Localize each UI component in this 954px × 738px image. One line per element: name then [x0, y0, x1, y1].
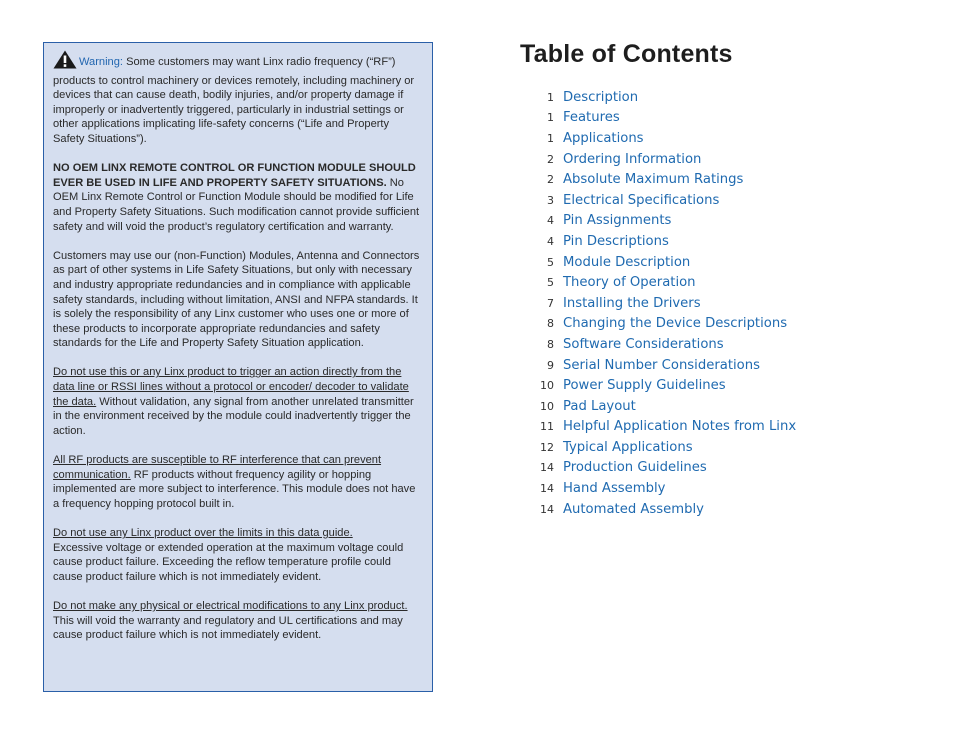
toc-page-number: 5	[547, 276, 554, 290]
toc-entry[interactable]	[534, 211, 796, 232]
toc-entry[interactable]	[534, 149, 796, 170]
toc-link[interactable]: Module Description	[563, 254, 691, 270]
toc-page-number: 10	[540, 379, 554, 393]
toc-entry[interactable]	[534, 355, 796, 376]
toc-link[interactable]: Pin Descriptions	[563, 233, 669, 249]
toc-link[interactable]: Electrical Specifications	[563, 192, 720, 208]
toc-link[interactable]: Power Supply Guidelines	[563, 378, 726, 394]
toc-entry[interactable]	[534, 108, 796, 129]
toc-link[interactable]: Automated Assembly	[563, 501, 704, 517]
warning-interference-text: RF products without frequency agility or hopping implemented are more subject to interference. This module does not have a frequency hopping protocol built in.	[53, 468, 416, 510]
toc-entry[interactable]	[534, 499, 796, 520]
warning-interference-paragraph	[53, 453, 421, 511]
toc-page-number: 2	[547, 152, 554, 166]
warning-oem-paragraph	[53, 161, 421, 234]
toc-page-number: 4	[547, 214, 554, 228]
toc-page-number: 7	[547, 296, 554, 310]
warning-limits-heading: Do not use any Linx product over the limits in this data guide.	[53, 527, 353, 539]
warning-oem-text: No OEM Linx Remote Control or Function Module should be modified for Life and Property Safety Situations. Such modification cannot provide sufficient safety and will void the product’s regulatory certification and warranty.	[53, 176, 420, 233]
toc-link[interactable]: Absolute Maximum Ratings	[563, 172, 744, 188]
toc-entry[interactable]	[534, 293, 796, 314]
toc-entry[interactable]	[534, 231, 796, 252]
warning-label: Warning:	[79, 56, 123, 68]
warning-oem-heading: NO OEM LINX REMOTE CONTROL OR FUNCTION MODULE SHOULD EVER BE USED IN LIFE AND PROPERTY SAFETY SITUATIONS.	[53, 162, 416, 189]
toc-link[interactable]: Typical Applications	[563, 439, 693, 455]
warning-limits-text: Excessive voltage or extended operation at the maximum voltage could cause product failure. Exceeding the reflow temperature profile could cause product failure which is not immediately evident.	[53, 541, 404, 583]
toc-entry[interactable]	[534, 437, 796, 458]
toc-page-number: 1	[547, 111, 554, 125]
toc-link[interactable]: Hand Assembly	[563, 481, 666, 497]
toc-link[interactable]: Applications	[563, 130, 644, 146]
toc-link[interactable]: Features	[563, 110, 620, 126]
toc-link[interactable]: Helpful Application Notes from Linx	[563, 419, 797, 435]
toc-entry[interactable]	[534, 128, 796, 149]
toc-page-number: 10	[540, 399, 554, 413]
warning-modifications-text: This will void the warranty and regulatory and UL certifications and may cause product failure which is not immediately evident.	[53, 614, 403, 642]
warning-modifications-heading: Do not make any physical or electrical modifications to any Linx product.	[53, 599, 408, 612]
toc-link[interactable]: Production Guidelines	[563, 460, 707, 476]
toc-link[interactable]: Software Considerations	[563, 336, 724, 352]
toc-page-number: 4	[547, 234, 554, 248]
toc-link[interactable]: Theory of Operation	[563, 275, 696, 291]
warning-intro-text: Some customers may want Linx radio frequency (“RF”) products to control machinery or devices remotely, including machinery or devices that can cause death, bodily injuries, and/or property damage if improperly or inadvertently triggered, particularly in industrial settings or other applications implicating life-safety concerns (“Life and Property Safety Situations”).	[53, 56, 415, 145]
toc-entry[interactable]	[534, 314, 796, 335]
toc-entry[interactable]	[534, 272, 796, 293]
toc-entry[interactable]	[534, 478, 796, 499]
toc-page-number: 1	[547, 131, 554, 145]
toc-page-number: 11	[540, 420, 554, 434]
toc-page-number: 5	[547, 255, 554, 269]
warning-intro	[53, 50, 421, 147]
toc-page-number: 14	[540, 502, 554, 516]
toc-page-number: 14	[540, 461, 554, 475]
toc-page-number: 2	[547, 173, 554, 187]
warning-modifications-paragraph	[53, 599, 421, 643]
toc-page-number: 9	[547, 358, 554, 372]
toc-title: Table of Contents	[520, 40, 733, 68]
toc-link[interactable]: Installing the Drivers	[563, 295, 701, 311]
toc-page-number: 12	[540, 440, 554, 454]
toc-page-number: 8	[547, 317, 554, 331]
warning-validation-paragraph	[53, 365, 421, 438]
toc-link[interactable]: Pad Layout	[563, 398, 636, 414]
warning-triangle-icon	[53, 50, 77, 74]
warning-customers-paragraph: Customers may use our (non-Function) Modules, Antenna and Connectors as part of other systems in Life Safety Situations, but only with necessary and industry appropriate redundancies and in compliance with applicable safety standards, including without limitation, ANSI and NFPA standards. It is solely the responsibility of any Linx customer who uses one or more of these products to incorporate appropriate redundancies and safety standards for the Life and Property Safety Situation application.	[53, 249, 420, 350]
toc-link[interactable]: Changing the Device Descriptions	[563, 316, 788, 332]
warning-interference-heading: All RF products are susceptible to RF interference that can prevent communication.	[53, 454, 382, 481]
toc-entry[interactable]	[534, 87, 796, 108]
warning-validation-text: Without validation, any signal from another unrelated transmitter in the environment received by the module could inadvertently trigger the action.	[53, 395, 414, 437]
toc-entry[interactable]	[534, 169, 796, 190]
toc-entry[interactable]	[534, 396, 796, 417]
toc-entry[interactable]	[534, 252, 796, 273]
toc-link[interactable]: Ordering Information	[563, 151, 702, 167]
toc-entry[interactable]	[534, 458, 796, 479]
toc-entry[interactable]	[534, 417, 796, 438]
toc-page-number: 14	[540, 482, 554, 496]
toc-entry[interactable]	[534, 375, 796, 396]
toc-link[interactable]: Pin Assignments	[563, 213, 672, 229]
toc-page-number: 3	[547, 193, 554, 207]
toc-entry[interactable]	[534, 190, 796, 211]
toc-entry[interactable]	[534, 334, 796, 355]
toc-link[interactable]: Serial Number Considerations	[563, 357, 760, 373]
warning-box	[43, 42, 433, 692]
warning-validation-heading: Do not use this or any Linx product to trigger an action directly from the data line or RSSI lines without a protocol or encoder/ decoder to validate the data.	[53, 366, 409, 408]
toc-page-number: 8	[547, 337, 554, 351]
toc-list	[534, 87, 796, 519]
warning-limits-paragraph	[53, 526, 421, 584]
toc-page-number: 1	[547, 90, 554, 104]
toc-link[interactable]: Description	[563, 89, 639, 105]
